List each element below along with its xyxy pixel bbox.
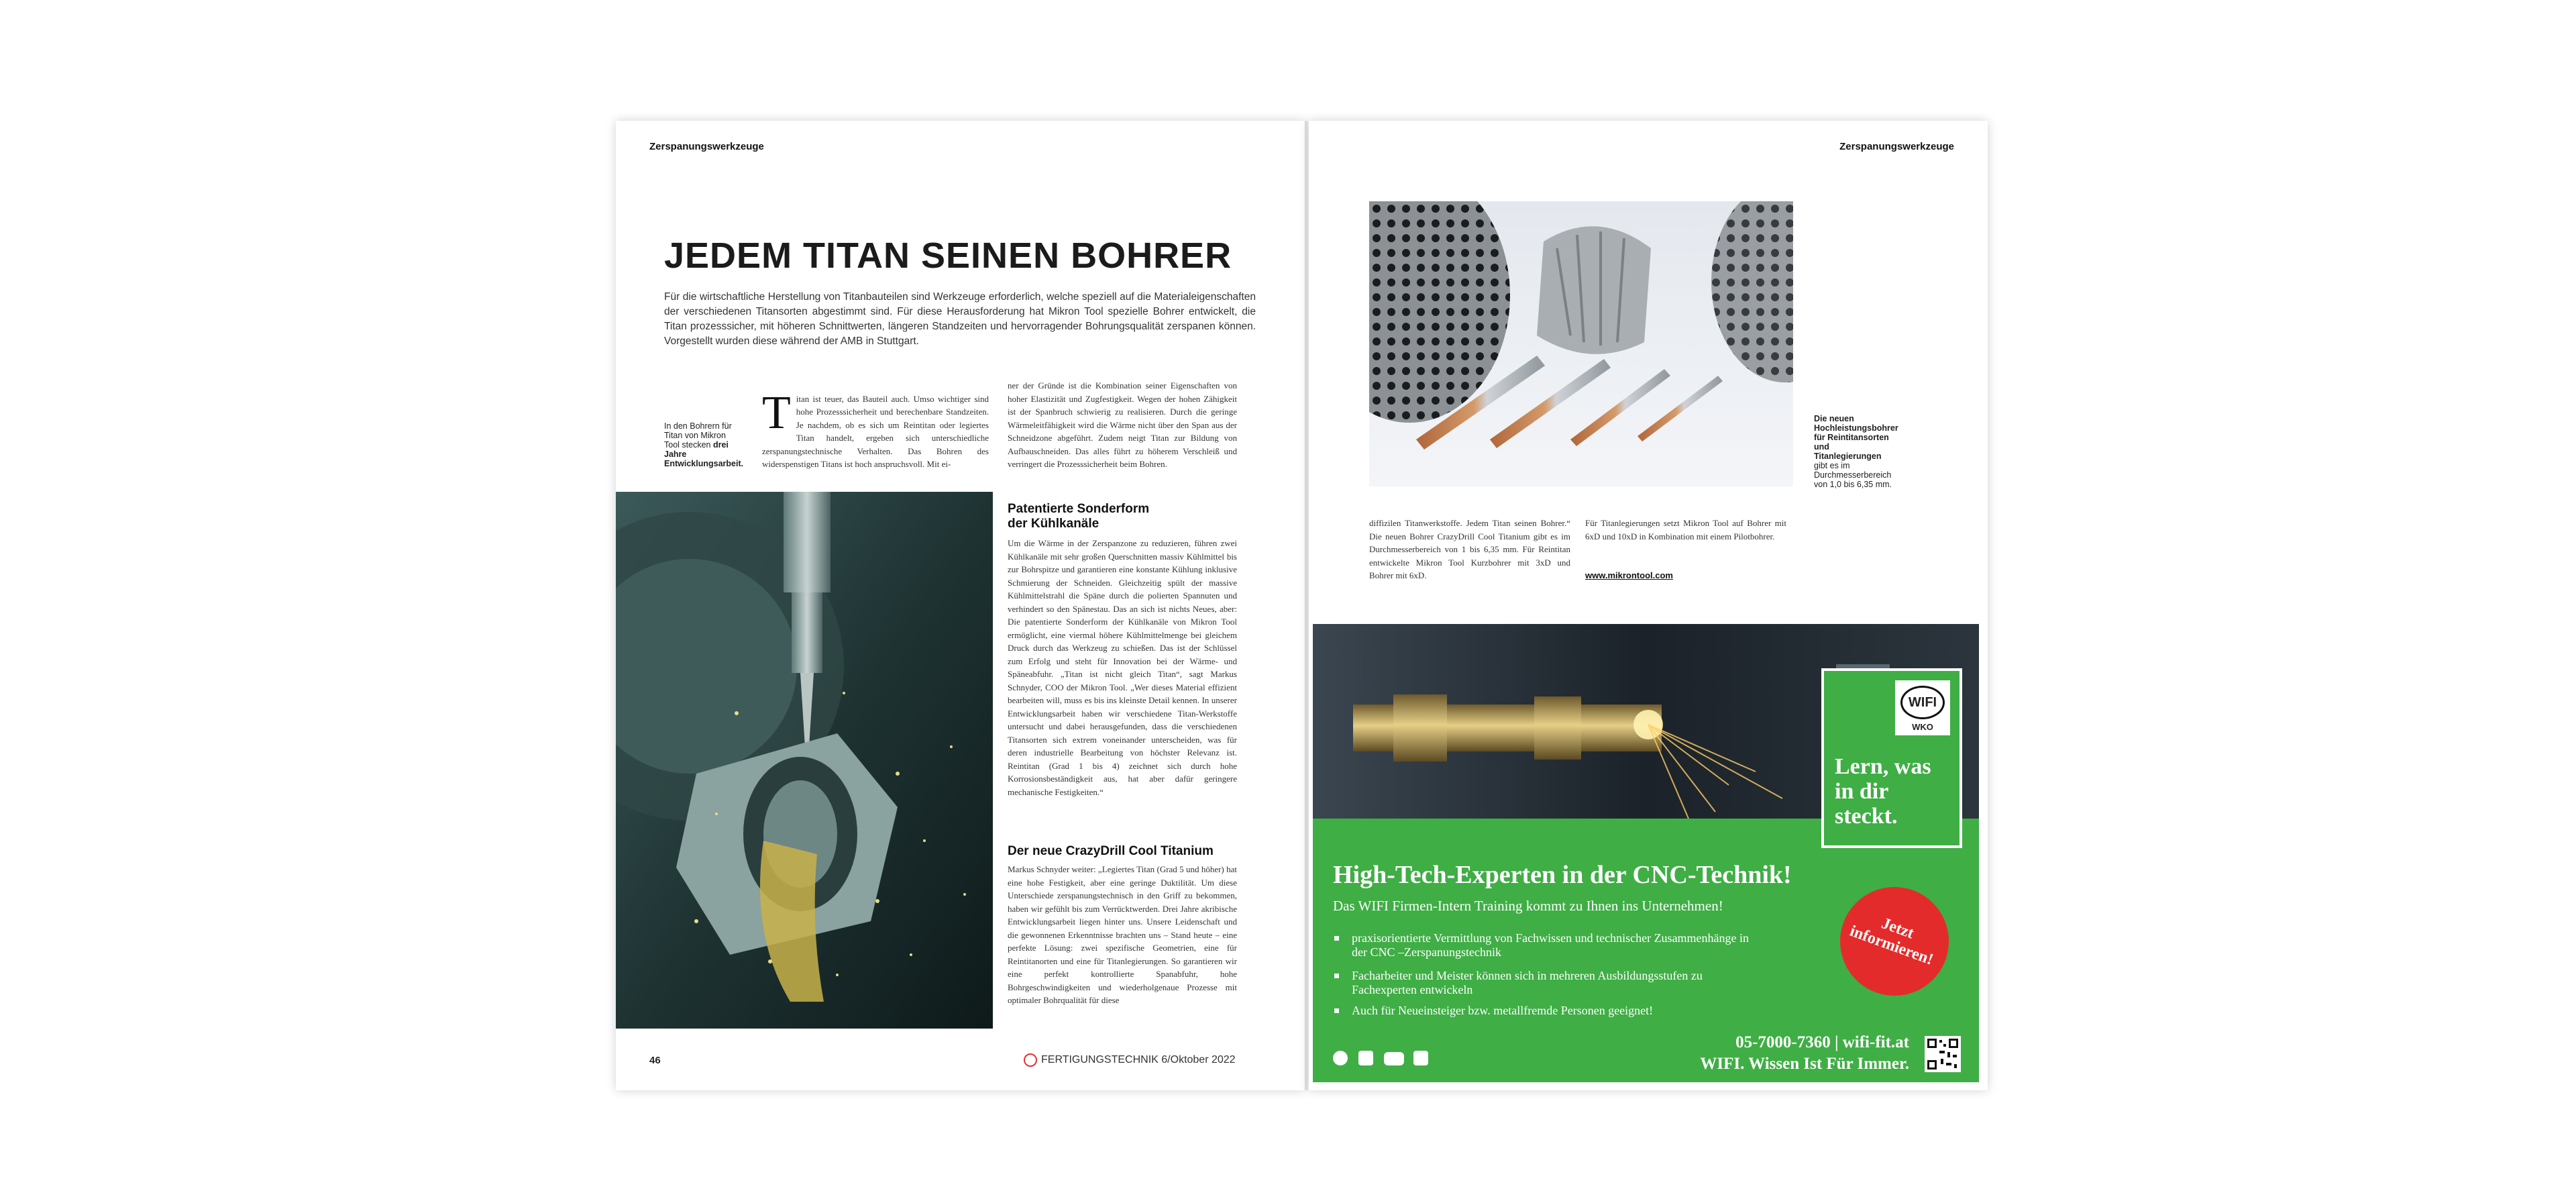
drill-caption-text: gibt es im Durchmesserbereich von 1,0 bis 6,35 mm. xyxy=(1814,461,1892,489)
youtube-icon[interactable] xyxy=(1384,1052,1404,1065)
wifi-slogan-box xyxy=(1821,668,1962,848)
drill-caption xyxy=(1814,414,1898,489)
bullet-icon xyxy=(1334,974,1339,978)
info-badge[interactable] xyxy=(1840,887,1949,996)
linkedin-icon[interactable] xyxy=(1413,1051,1428,1065)
intro-text-1: itan ist teuer, das Bauteil auch. Umso wichtiger sind hohe Prozesssicherheit und berechenbare Standzeiten. Je nachdem, ob es sich um Reintitan oder legiertes Titan handelt, ergeben sich unterschiedliche zerspanungstechnische Verhalten. Das Bohren des widerspenstigen Titans ist hoch anspruchsvoll. Mit ei- xyxy=(762,393,989,469)
info-badge-text: Jetzt informieren! xyxy=(1847,915,1936,969)
subheading-crazydrill: Der neue CrazyDrill Cool Titanium xyxy=(1008,844,1214,858)
subheading-cooling: Patentierte Sonderform der Kühlkanäle xyxy=(1008,502,1150,531)
article-title: JEDEM TITAN SEINEN BOHRER xyxy=(664,236,1232,276)
wifi-advertisement[interactable] xyxy=(1313,624,1979,1082)
ad-subline: Das WIFI Firmen-Intern Training kommt zu Ihnen ins Unternehmen! xyxy=(1333,898,1723,914)
qr-code-icon[interactable] xyxy=(1925,1036,1961,1072)
right-body-column-2: Für Titanlegierungen setzt Mikron Tool auf Bohrer mit 6xD und 10xD in Kombination mit einem Pilotbohrer. xyxy=(1585,518,1786,541)
ad-bullet-2: Facharbeiter und Meister können sich in mehreren Ausbildungsstufen zu Fachexperten entwickeln xyxy=(1352,969,1703,996)
wifi-logo xyxy=(1895,680,1950,735)
mikrontool-link[interactable]: www.mikrontool.com xyxy=(1585,570,1673,580)
ad-bullet-1: praxisorientierte Vermittlung von Fachwissen und technischer Zusammenhänge in der CNC –Zerspanungstechnik xyxy=(1352,931,1750,959)
right-body-column-1: diffizilen Titanwerkstoffe. Jedem Titan seinen Bohrer.“ Die neuen Bohrer CrazyDrill Cool Titanium gibt es im Durchmesserbereich von 1 bis 6,35 mm. Für Reintitan entwickelte Mikron Tool Kurzbohrer mit 3xD und Bohrer mit 6xD. xyxy=(1369,518,1570,580)
body-crazydrill: Markus Schnyder weiter: „Legiertes Titan (Grad 5 und höher) hat eine hohe Festigkeit, aber eine geringe Duktilität. Um diese Unterschiede zerspanungstechnisch in den Griff zu bekommen, haben wir gefühlt bis zum Verrücktwerden. Drei Jahre akribische Entwicklungsarbeit liegen hinter uns. Unsere Leidenschaft und die gewonnenen Erkenntnisse brachten uns – Stand heute – eine perfekte Lösung: zwei spezifische Geometrien, eine für Reintitanorten und eine für Titanlegierungen. So garantieren wir eine perfekt kontrollierte Spanabfuhr, hohe Bohrgeschwindigkeiten und wiederholgenaue Prozesse mit optimaler Bohrqualität für diese xyxy=(1008,864,1237,1005)
drill-bits-photo xyxy=(1369,201,1793,486)
left-page xyxy=(616,121,1305,1090)
magazine-logo-icon xyxy=(1024,1053,1037,1067)
ad-bullet-3: Auch für Neueinsteiger bzw. metallfremde Personen geeignet! xyxy=(1352,1004,1654,1017)
article-lead: Für die wirtschaftliche Herstellung von Titanbauteilen sind Werkzeuge erforderlich, welche speziell auf die Materialeigenschaften der verschiedenen Titansorten abgestimmt sind. Für diese Herausforderung hat Mikron Tool spezielle Bohrer entwickelt, die Titan prozesssicher, mit höheren Schnittwerten, längeren Standzeiten und hervorragender Bohrungsqualität zerspanen können. Vorgestellt wurden diese während der AMB in Stuttgart. xyxy=(664,291,1256,347)
left-image-caption xyxy=(664,421,744,468)
cnc-photo-graphic xyxy=(616,492,993,1029)
ad-phone[interactable]: 05-7000-7360 | wifi-fit.at xyxy=(1735,1033,1909,1051)
drill-photo-graphic xyxy=(1369,201,1793,486)
caption-bold: drei Jahre Entwicklungsarbeit. xyxy=(664,440,744,468)
wifi-logo-text: WIFI xyxy=(1900,686,1945,719)
instagram-icon[interactable] xyxy=(1358,1051,1373,1065)
facebook-icon[interactable] xyxy=(1333,1051,1348,1065)
intro-column-1 xyxy=(762,379,989,471)
drop-cap: T xyxy=(762,386,791,439)
ad-claim: WIFI. Wissen Ist Für Immer. xyxy=(1700,1055,1909,1073)
bullet-icon xyxy=(1334,1008,1339,1013)
body-cooling: Um die Wärme in der Zerspanzone zu reduzieren, führen zwei Kühlkanäle mit sehr großen Querschnitten massiv Kühlmittel bis zur Bohrspitze und garantieren eine konstante Kühlung inklusive Schmierung der Schneiden. Gleichzeitig spült der massive Kühlmittelstrahl die Späne durch die polierten Spannuten und verhindert so den Spänestau. Das an sich ist nichts Neues, aber: Die patentierte Sonderform der Kühlkanäle von Mikron Tool ermöglicht, eine viermal höhere Kühlmittelmenge bei gleichem Druck durch das Werkzeug zu schießen. Das ist der Schlüssel zum Erfolg und steht für Innovation bei der Wärme- und Späneabfuhr. „Titan ist nicht gleich Titan“, sagt Markus Schnyder, COO der Mikron Tool. „Wer dieses Material effizient bearbeiten will, muss es bis ins kleinste Detail kennen. In unserer Entwicklungsarbeit haben wir verschiedene Titan-Werkstoffe untersucht und dabei herausgefunden, dass die verschiedenen Titansorten sich extrem voneinander unterscheiden, was für deren industrielle Bearbeitung von höchster Relevanz ist. Reintitan (Grad 1 bis 4) zeichnet sich durch hohe Korrosionsbeständigkeit aus, hat aber dafür geringere mechanische Festigkeiten.“ xyxy=(1008,538,1237,797)
ad-headline: High-Tech-Experten in der CNC-Technik! xyxy=(1333,861,1792,889)
wko-text: WKO xyxy=(1912,722,1933,732)
cnc-drilling-photo xyxy=(616,492,993,1029)
magazine-issue: FERTIGUNGSTECHNIK 6/Oktober 2022 xyxy=(1041,1054,1236,1065)
section-label: Zerspanungswerkzeuge xyxy=(649,141,764,152)
intro-column-2: ner der Gründe ist die Kombination seiner Eigenschaften von hoher Elastizität und Zugfestigkeit. Wegen der hohen Zähigkeit ist der Spanbruch schwierig zu realisieren. Durch die geringe Wärmeleitfähigkeit wird die Wärme nicht über den Span aus der Schneidzone abgeführt. Zudem neigt Titan zur Bildung von Aufbauschneiden. Das alles führt zu höherem Verschleiß und verringert die Prozesssicherheit beim Bohren. xyxy=(1008,380,1237,469)
bullet-icon xyxy=(1334,936,1339,941)
page-number: 46 xyxy=(649,1055,661,1066)
drill-caption-bold: Die neuen Hochleistungsbohrer für Reintitansorten und Titanlegierungen xyxy=(1814,414,1898,461)
section-label-right: Zerspanungswerkzeuge xyxy=(1839,141,1954,152)
wifi-slogan: Lern, was in dir steckt. xyxy=(1835,754,1931,829)
caption-text: In den Bohrern für Titan von Mikron Tool stecken xyxy=(664,421,732,450)
